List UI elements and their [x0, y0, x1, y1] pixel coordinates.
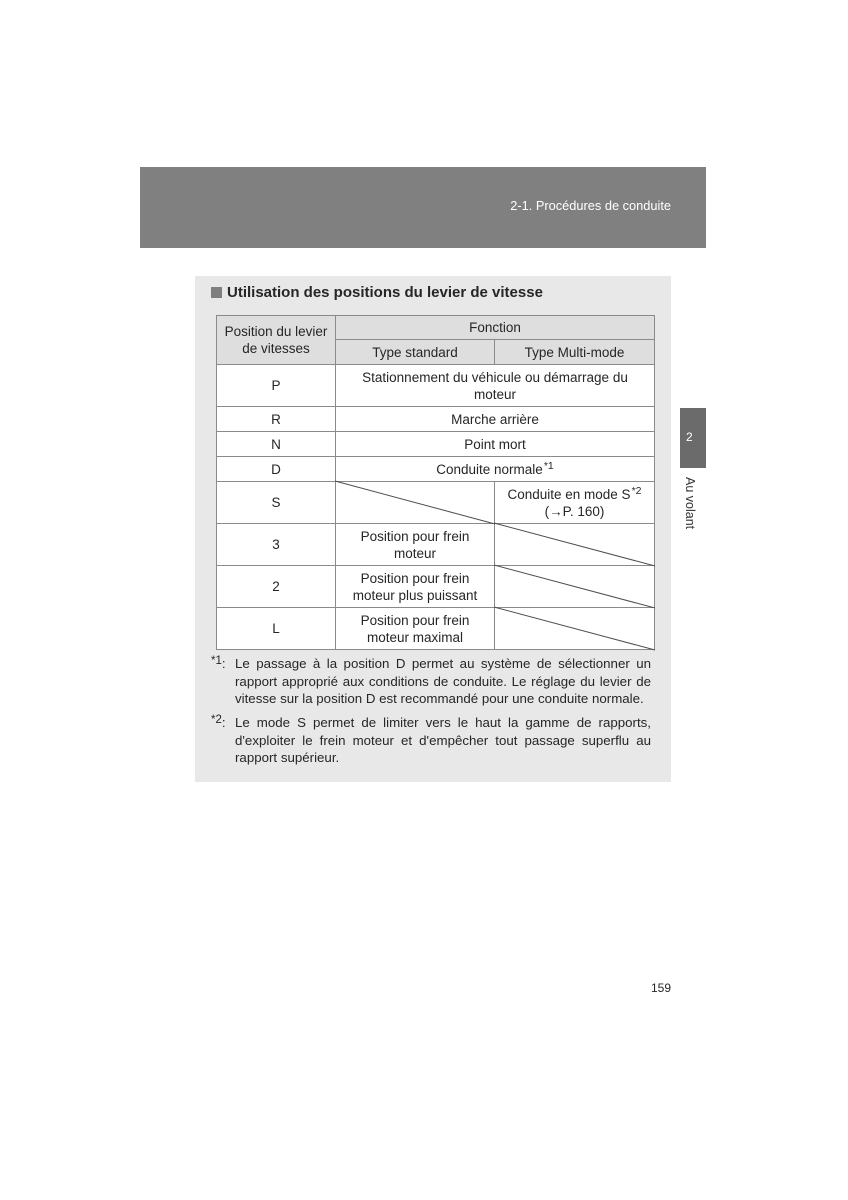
position-cell: S: [217, 482, 335, 523]
footnote-reference: *1: [543, 459, 554, 472]
info-box: [195, 276, 671, 782]
function-cell: [336, 457, 654, 481]
function-text-line: Stationnement du véhicule ou démarrage du: [362, 369, 628, 385]
function-text-line: moteur: [473, 386, 517, 402]
position-cell: 3: [217, 524, 335, 565]
footnote-marker-symbol: *1: [211, 655, 222, 667]
chapter-number: 2: [686, 430, 693, 444]
function-text-line: [436, 461, 554, 478]
multimode-text: Conduite en mode S: [507, 486, 631, 502]
multimode-text-line: [507, 486, 641, 503]
position-cell: D: [217, 457, 335, 481]
multimode-header-cell: Type Multi-mode: [495, 340, 654, 364]
function-header-cell: Fonction: [336, 316, 654, 339]
position-cell: L: [217, 608, 335, 649]
position-header-cell: [217, 316, 335, 364]
multimode-cell-not-applicable: [495, 524, 654, 565]
footnote-marker-symbol: *2: [211, 714, 222, 726]
square-bullet-icon: [211, 287, 222, 298]
position-cell: 2: [217, 566, 335, 607]
function-cell: Marche arrière: [336, 407, 654, 431]
standard-text-line: Position pour frein: [360, 570, 470, 586]
diagonal-line: [494, 523, 655, 566]
position-header-line: de vitesses: [242, 341, 310, 356]
standard-cell: [336, 608, 494, 649]
diagonal-line: [335, 481, 495, 524]
standard-header-cell: Type standard: [336, 340, 494, 364]
standard-text-line: moteur plus puissant: [352, 587, 478, 603]
position-cell: N: [217, 432, 335, 456]
footnote-separator: :: [221, 715, 226, 730]
standard-text-line: moteur maximal: [366, 629, 464, 645]
footnote-reference: *2: [631, 484, 642, 497]
multimode-cell-not-applicable: [495, 566, 654, 607]
chapter-header-band: [140, 167, 706, 248]
chapter-tab: [680, 408, 706, 468]
standard-cell: [336, 566, 494, 607]
standard-text-line: moteur: [393, 545, 437, 561]
diagonal-line: [494, 565, 655, 608]
footnotes: [211, 655, 651, 767]
function-cell: [336, 365, 654, 406]
footnote-text: Le mode S permet de limiter vers le haut la gamme de rapports, d'exploiter le frein moteur et d'empêcher tout passage superflu au rapport supérieur.: [235, 715, 651, 765]
footnote: [211, 714, 651, 767]
chapter-label: Au volant: [683, 477, 697, 530]
position-header-line: Position du levier: [224, 324, 328, 339]
page-number: 159: [650, 981, 671, 995]
footnote-marker: [211, 655, 235, 708]
page-reference: (→P. 160): [544, 503, 605, 519]
gear-positions-table: [216, 315, 655, 650]
footnote-separator: :: [221, 656, 226, 671]
standard-text-line: Position pour frein: [360, 528, 470, 544]
standard-cell: [336, 524, 494, 565]
section-breadcrumb: 2-1. Procédures de conduite: [510, 198, 671, 213]
footnote: [211, 655, 651, 708]
standard-cell-not-applicable: [336, 482, 494, 523]
diagonal-line: [494, 607, 655, 650]
section-title: Utilisation des positions du levier de vitesse: [227, 284, 543, 301]
standard-text-line: Position pour frein: [360, 612, 470, 628]
function-cell: Point mort: [336, 432, 654, 456]
position-cell: P: [217, 365, 335, 406]
multimode-cell: [495, 482, 654, 523]
multimode-cell-not-applicable: [495, 608, 654, 649]
position-cell: R: [217, 407, 335, 431]
footnote-text: Le passage à la position D permet au système de sélectionner un rapport approprié aux conditions de conduite. Le réglage du levier de vitesse sur la position D est recommandé pour une conduite normale.: [235, 656, 651, 706]
function-text: Conduite normale: [436, 461, 543, 477]
footnote-marker: [211, 714, 235, 767]
